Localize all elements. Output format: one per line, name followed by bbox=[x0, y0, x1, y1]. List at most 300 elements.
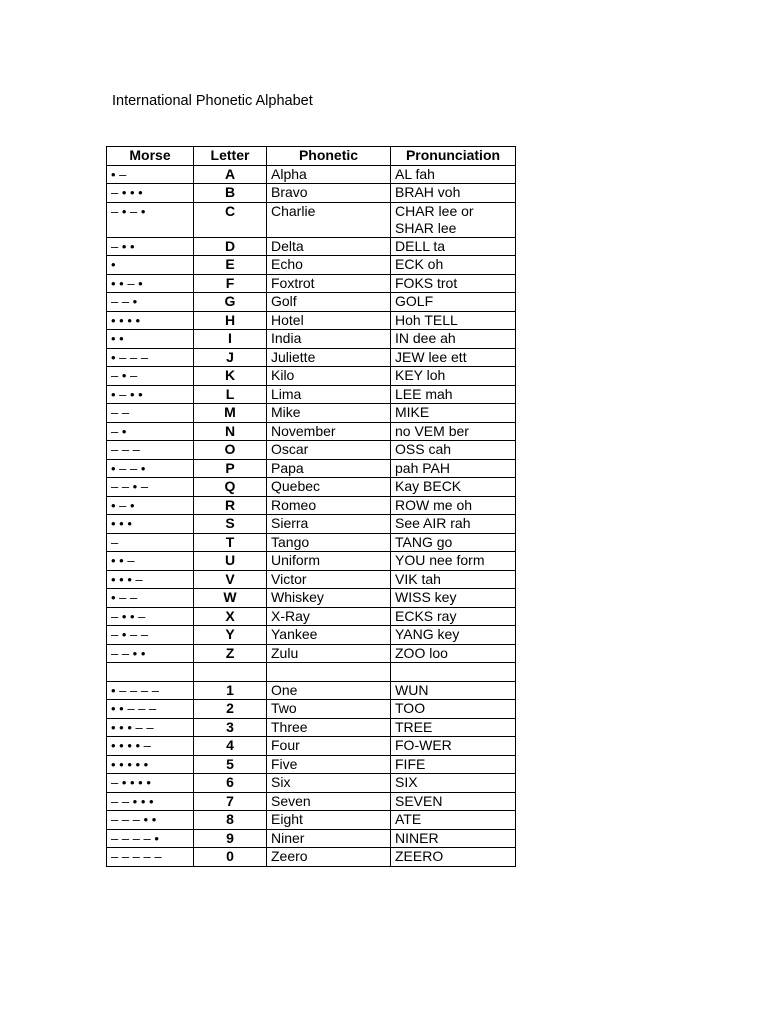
cell-morse-text: • – – – – bbox=[111, 682, 159, 698]
cell-letter-text: C bbox=[224, 202, 236, 219]
cell-phonetic-text: Golf bbox=[271, 293, 297, 309]
cell-morse-text: – – – • • bbox=[111, 812, 157, 827]
cell-pronunciation-text: Kay BECK bbox=[395, 478, 462, 494]
cell-letter bbox=[194, 755, 267, 774]
cell-pronunciation-text: MIKE bbox=[395, 404, 430, 420]
table-row bbox=[107, 478, 516, 497]
cell-pronunciation bbox=[391, 792, 516, 811]
cell-morse bbox=[107, 533, 194, 552]
cell-morse bbox=[107, 385, 194, 404]
cell-phonetic bbox=[267, 700, 391, 719]
cell-morse-text: • – – – bbox=[111, 349, 149, 365]
cell-phonetic bbox=[267, 755, 391, 774]
cell-phonetic bbox=[267, 274, 391, 293]
table-row bbox=[107, 644, 516, 663]
cell-letter-text: 0 bbox=[226, 848, 234, 864]
cell-letter bbox=[194, 311, 267, 330]
cell-pronunciation bbox=[391, 256, 516, 275]
cell-letter bbox=[194, 774, 267, 793]
header-letter: Letter bbox=[194, 147, 267, 166]
table-row bbox=[107, 848, 516, 867]
cell-morse-text: • bbox=[111, 257, 116, 272]
cell-phonetic-text: Zulu bbox=[271, 644, 299, 661]
cell-letter bbox=[194, 552, 267, 571]
cell-phonetic bbox=[267, 311, 391, 330]
cell-phonetic-text: Victor bbox=[271, 570, 307, 587]
cell-pronunciation bbox=[391, 681, 516, 700]
cell-letter bbox=[194, 496, 267, 515]
cell-phonetic-text: Tango bbox=[271, 533, 310, 550]
cell-morse bbox=[107, 570, 194, 589]
cell-letter bbox=[194, 274, 267, 293]
cell-letter-text: N bbox=[224, 422, 236, 439]
cell-morse-text: – – • • bbox=[111, 645, 146, 661]
cell-pronunciation bbox=[391, 274, 516, 293]
cell-morse-text: • • • • • bbox=[111, 756, 149, 772]
cell-letter-text: H bbox=[224, 311, 236, 328]
cell-pronunciation bbox=[391, 202, 516, 237]
table-row bbox=[107, 459, 516, 478]
cell-letter bbox=[194, 165, 267, 184]
page-title: International Phonetic Alphabet bbox=[112, 93, 313, 109]
cell-morse bbox=[107, 367, 194, 386]
cell-pronunciation-text: WISS key bbox=[395, 589, 457, 605]
cell-morse-text: • • • • – bbox=[111, 738, 151, 753]
cell-pronunciation bbox=[391, 663, 516, 682]
cell-letter bbox=[194, 644, 267, 663]
cell-morse-text: – • • • • bbox=[111, 775, 151, 790]
cell-letter bbox=[194, 404, 267, 423]
cell-letter bbox=[194, 330, 267, 349]
cell-letter-text: P bbox=[225, 459, 235, 476]
table-row bbox=[107, 256, 516, 275]
cell-morse-text: – • bbox=[111, 423, 127, 439]
cell-morse-text: – bbox=[111, 534, 119, 550]
cell-pronunciation bbox=[391, 367, 516, 386]
table-row bbox=[107, 385, 516, 404]
cell-phonetic bbox=[267, 681, 391, 700]
cell-morse bbox=[107, 496, 194, 515]
cell-letter-text: Q bbox=[224, 478, 236, 494]
cell-pronunciation-text: VIK tah bbox=[395, 570, 441, 587]
cell-morse-text: – • – – bbox=[111, 627, 149, 642]
table-row bbox=[107, 311, 516, 330]
cell-phonetic bbox=[267, 607, 391, 626]
cell-morse bbox=[107, 237, 194, 256]
phonetic-alphabet-table bbox=[106, 146, 516, 867]
cell-morse-text: • – • bbox=[111, 497, 135, 513]
cell-pronunciation bbox=[391, 626, 516, 645]
cell-phonetic-text: Six bbox=[271, 774, 291, 790]
cell-morse bbox=[107, 755, 194, 774]
cell-morse bbox=[107, 774, 194, 793]
cell-letter bbox=[194, 663, 267, 682]
table-row bbox=[107, 293, 516, 312]
cell-letter-text: X bbox=[225, 607, 235, 624]
cell-phonetic-text: Niner bbox=[271, 829, 305, 846]
cell-phonetic bbox=[267, 552, 391, 571]
cell-letter bbox=[194, 367, 267, 386]
cell-pronunciation bbox=[391, 441, 516, 460]
cell-morse-text: – – • • • bbox=[111, 793, 154, 809]
cell-phonetic bbox=[267, 533, 391, 552]
table-row bbox=[107, 237, 516, 256]
cell-phonetic bbox=[267, 774, 391, 793]
cell-phonetic-text: Sierra bbox=[271, 515, 309, 531]
cell-morse-text: • • • – bbox=[111, 571, 143, 587]
cell-pronunciation bbox=[391, 700, 516, 719]
cell-pronunciation bbox=[391, 644, 516, 663]
cell-letter bbox=[194, 459, 267, 478]
cell-pronunciation-text: ZOO loo bbox=[395, 644, 448, 661]
cell-pronunciation bbox=[391, 755, 516, 774]
cell-phonetic bbox=[267, 202, 391, 237]
cell-morse bbox=[107, 441, 194, 460]
cell-letter bbox=[194, 441, 267, 460]
cell-pronunciation-text: TANG go bbox=[395, 533, 453, 550]
cell-pronunciation-text: See AIR rah bbox=[395, 515, 471, 531]
header-pronunciation: Pronunciation bbox=[391, 147, 516, 166]
cell-phonetic-text: Romeo bbox=[271, 496, 317, 513]
cell-morse bbox=[107, 811, 194, 830]
cell-pronunciation-text: ECKS ray bbox=[395, 607, 457, 624]
cell-letter-text: 7 bbox=[226, 792, 234, 809]
cell-morse bbox=[107, 184, 194, 203]
cell-phonetic bbox=[267, 256, 391, 275]
cell-phonetic bbox=[267, 515, 391, 534]
cell-letter bbox=[194, 237, 267, 256]
cell-phonetic-text: Quebec bbox=[271, 478, 321, 494]
table-row bbox=[107, 202, 516, 237]
cell-pronunciation bbox=[391, 165, 516, 184]
cell-letter-text: I bbox=[228, 330, 232, 346]
cell-phonetic-text: Bravo bbox=[271, 184, 308, 200]
cell-morse bbox=[107, 256, 194, 275]
cell-phonetic-text: Two bbox=[271, 700, 297, 716]
cell-morse bbox=[107, 552, 194, 571]
cell-phonetic-text: Five bbox=[271, 755, 298, 772]
cell-phonetic bbox=[267, 570, 391, 589]
cell-morse bbox=[107, 348, 194, 367]
cell-morse bbox=[107, 515, 194, 534]
table-row bbox=[107, 515, 516, 534]
cell-pronunciation-text: SEVEN bbox=[395, 792, 443, 809]
cell-morse bbox=[107, 202, 194, 237]
table-row bbox=[107, 700, 516, 719]
cell-letter bbox=[194, 607, 267, 626]
cell-pronunciation-text: IN dee ah bbox=[395, 330, 456, 346]
cell-phonetic-text: Seven bbox=[271, 792, 311, 809]
table-row bbox=[107, 663, 516, 682]
cell-pronunciation bbox=[391, 422, 516, 441]
cell-morse bbox=[107, 607, 194, 626]
cell-pronunciation bbox=[391, 570, 516, 589]
cell-pronunciation bbox=[391, 515, 516, 534]
cell-morse-text: • – – • bbox=[111, 460, 146, 476]
cell-morse-text: – • – • bbox=[111, 203, 146, 219]
cell-letter-text: 6 bbox=[226, 774, 234, 790]
cell-phonetic-text: Eight bbox=[271, 811, 303, 827]
cell-pronunciation-text: TOO bbox=[395, 700, 426, 716]
cell-morse bbox=[107, 478, 194, 497]
cell-phonetic-text: Lima bbox=[271, 385, 302, 402]
table-row bbox=[107, 755, 516, 774]
cell-morse-text: – • • – bbox=[111, 608, 146, 624]
cell-morse bbox=[107, 848, 194, 867]
cell-pronunciation-text: BRAH voh bbox=[395, 184, 461, 200]
cell-letter bbox=[194, 589, 267, 608]
cell-letter bbox=[194, 422, 267, 441]
cell-pronunciation-text: KEY loh bbox=[395, 367, 446, 383]
cell-pronunciation bbox=[391, 718, 516, 737]
cell-pronunciation bbox=[391, 330, 516, 349]
cell-phonetic-text: X-Ray bbox=[271, 607, 310, 624]
cell-pronunciation bbox=[391, 184, 516, 203]
cell-phonetic bbox=[267, 441, 391, 460]
table-row bbox=[107, 348, 516, 367]
cell-pronunciation bbox=[391, 385, 516, 404]
cell-phonetic-text: India bbox=[271, 330, 302, 346]
cell-pronunciation-alt-text: SHAR lee bbox=[395, 219, 457, 236]
cell-morse-text: – – • bbox=[111, 294, 138, 309]
cell-morse bbox=[107, 330, 194, 349]
cell-phonetic bbox=[267, 459, 391, 478]
cell-letter-text: M bbox=[224, 404, 236, 420]
cell-pronunciation bbox=[391, 811, 516, 830]
table-row bbox=[107, 441, 516, 460]
cell-letter-text: 2 bbox=[226, 700, 234, 716]
cell-phonetic-text: Uniform bbox=[271, 552, 321, 568]
cell-morse-text: • – – bbox=[111, 590, 138, 605]
cell-phonetic bbox=[267, 811, 391, 830]
cell-phonetic-text: Zeero bbox=[271, 848, 308, 864]
cell-phonetic-text: Yankee bbox=[271, 626, 318, 642]
cell-pronunciation bbox=[391, 459, 516, 478]
cell-letter bbox=[194, 626, 267, 645]
cell-morse-text: • • – • bbox=[111, 275, 143, 291]
cell-phonetic bbox=[267, 237, 391, 256]
cell-letter bbox=[194, 515, 267, 534]
cell-letter-text: 1 bbox=[226, 681, 234, 698]
cell-pronunciation-text: JEW lee ett bbox=[395, 348, 467, 365]
cell-pronunciation bbox=[391, 293, 516, 312]
cell-phonetic bbox=[267, 165, 391, 184]
cell-morse bbox=[107, 644, 194, 663]
cell-pronunciation bbox=[391, 311, 516, 330]
cell-pronunciation-text: ZEERO bbox=[395, 848, 444, 864]
cell-letter-text: L bbox=[225, 385, 235, 402]
cell-morse-text: • • • • bbox=[111, 312, 141, 328]
cell-pronunciation bbox=[391, 237, 516, 256]
cell-letter bbox=[194, 202, 267, 237]
cell-letter bbox=[194, 792, 267, 811]
table-row bbox=[107, 496, 516, 515]
cell-phonetic-text: Delta bbox=[271, 237, 304, 254]
cell-pronunciation bbox=[391, 552, 516, 571]
cell-phonetic bbox=[267, 184, 391, 203]
cell-pronunciation bbox=[391, 348, 516, 367]
cell-phonetic bbox=[267, 626, 391, 645]
cell-letter-text: 8 bbox=[226, 811, 234, 827]
cell-pronunciation bbox=[391, 533, 516, 552]
cell-phonetic bbox=[267, 737, 391, 756]
table-row bbox=[107, 737, 516, 756]
cell-pronunciation-text: YANG key bbox=[395, 626, 460, 642]
cell-pronunciation bbox=[391, 478, 516, 497]
cell-letter-text: G bbox=[224, 293, 236, 309]
cell-morse bbox=[107, 829, 194, 848]
cell-letter-text: O bbox=[224, 441, 236, 457]
cell-phonetic-text: Three bbox=[271, 718, 308, 735]
table-row bbox=[107, 422, 516, 441]
cell-phonetic-text: Charlie bbox=[271, 202, 316, 219]
cell-letter bbox=[194, 385, 267, 404]
cell-morse-text: – – • – bbox=[111, 479, 149, 494]
cell-pronunciation bbox=[391, 404, 516, 423]
cell-pronunciation-text: WUN bbox=[395, 681, 429, 698]
cell-pronunciation-text: DELL ta bbox=[395, 237, 446, 254]
cell-phonetic-text: Oscar bbox=[271, 441, 309, 457]
cell-letter-text: R bbox=[224, 496, 236, 513]
cell-morse-text: • • • – – bbox=[111, 719, 154, 735]
table-row bbox=[107, 184, 516, 203]
cell-letter bbox=[194, 718, 267, 737]
cell-phonetic-text: Kilo bbox=[271, 367, 295, 383]
cell-phonetic-text: One bbox=[271, 681, 298, 698]
cell-morse bbox=[107, 626, 194, 645]
cell-pronunciation bbox=[391, 496, 516, 515]
cell-pronunciation bbox=[391, 737, 516, 756]
cell-pronunciation bbox=[391, 848, 516, 867]
cell-letter-text: E bbox=[225, 256, 235, 272]
cell-phonetic bbox=[267, 496, 391, 515]
cell-letter bbox=[194, 348, 267, 367]
table-row bbox=[107, 718, 516, 737]
cell-pronunciation bbox=[391, 589, 516, 608]
cell-letter bbox=[194, 570, 267, 589]
cell-letter bbox=[194, 293, 267, 312]
cell-letter-text: S bbox=[225, 515, 235, 531]
cell-pronunciation-text: FOKS trot bbox=[395, 274, 458, 291]
cell-morse-text: – – bbox=[111, 405, 130, 420]
cell-morse bbox=[107, 311, 194, 330]
cell-letter-text: D bbox=[224, 237, 236, 254]
cell-phonetic bbox=[267, 422, 391, 441]
cell-morse bbox=[107, 459, 194, 478]
cell-phonetic bbox=[267, 385, 391, 404]
cell-letter-text: 5 bbox=[226, 755, 234, 772]
cell-pronunciation-text: no VEM ber bbox=[395, 422, 469, 439]
table-row bbox=[107, 570, 516, 589]
table-row bbox=[107, 404, 516, 423]
cell-morse bbox=[107, 274, 194, 293]
cell-phonetic bbox=[267, 848, 391, 867]
cell-pronunciation-text: LEE mah bbox=[395, 385, 453, 402]
cell-letter-text: J bbox=[226, 348, 234, 365]
cell-pronunciation-text: TREE bbox=[395, 718, 433, 735]
cell-pronunciation-text: pah PAH bbox=[395, 459, 450, 476]
cell-pronunciation-text: FIFE bbox=[395, 755, 426, 772]
header-morse: Morse bbox=[107, 147, 194, 166]
cell-morse bbox=[107, 422, 194, 441]
cell-phonetic-text: Mike bbox=[271, 404, 301, 420]
table-row bbox=[107, 774, 516, 793]
table-header-row bbox=[107, 147, 516, 166]
cell-letter-text: Z bbox=[225, 644, 235, 661]
cell-pronunciation-text: SIX bbox=[395, 774, 418, 790]
table-row bbox=[107, 274, 516, 293]
cell-letter bbox=[194, 256, 267, 275]
cell-letter bbox=[194, 737, 267, 756]
cell-pronunciation-text: OSS cah bbox=[395, 441, 452, 457]
cell-letter bbox=[194, 184, 267, 203]
cell-morse bbox=[107, 681, 194, 700]
cell-morse-text: – – – bbox=[111, 442, 140, 457]
cell-letter-text: B bbox=[224, 184, 236, 200]
cell-letter-text: T bbox=[225, 533, 235, 550]
cell-letter bbox=[194, 848, 267, 867]
cell-pronunciation-text: ECK oh bbox=[395, 256, 444, 272]
cell-phonetic-text: Foxtrot bbox=[271, 274, 315, 291]
cell-morse bbox=[107, 165, 194, 184]
cell-phonetic bbox=[267, 589, 391, 608]
cell-morse bbox=[107, 663, 194, 682]
cell-letter-text: U bbox=[224, 552, 236, 568]
cell-phonetic-text: Alpha bbox=[271, 165, 307, 182]
cell-morse bbox=[107, 293, 194, 312]
table-row bbox=[107, 330, 516, 349]
cell-letter bbox=[194, 681, 267, 700]
cell-morse-text: • • – – – bbox=[111, 701, 157, 716]
table-row bbox=[107, 165, 516, 184]
cell-phonetic-text: Papa bbox=[271, 459, 304, 476]
cell-morse-text: • • • bbox=[111, 516, 132, 531]
cell-morse bbox=[107, 589, 194, 608]
header-phonetic: Phonetic bbox=[267, 147, 391, 166]
cell-phonetic bbox=[267, 367, 391, 386]
cell-pronunciation bbox=[391, 829, 516, 848]
table-row bbox=[107, 533, 516, 552]
cell-phonetic bbox=[267, 792, 391, 811]
cell-pronunciation-text: ATE bbox=[395, 811, 422, 827]
cell-pronunciation-text: ROW me oh bbox=[395, 496, 473, 513]
cell-letter bbox=[194, 533, 267, 552]
table-row bbox=[107, 792, 516, 811]
table-row bbox=[107, 589, 516, 608]
cell-phonetic-text: Four bbox=[271, 737, 300, 753]
cell-morse-text: – – – – • bbox=[111, 830, 159, 846]
cell-phonetic-text: November bbox=[271, 422, 336, 439]
cell-letter-text: V bbox=[225, 570, 235, 587]
cell-morse-text: • – bbox=[111, 166, 127, 182]
cell-phonetic bbox=[267, 718, 391, 737]
cell-pronunciation-text: AL fah bbox=[395, 165, 435, 182]
cell-morse bbox=[107, 404, 194, 423]
cell-morse-text: – • – bbox=[111, 368, 138, 383]
cell-letter-text: A bbox=[224, 165, 236, 182]
cell-morse bbox=[107, 718, 194, 737]
cell-phonetic-text: Juliette bbox=[271, 348, 316, 365]
cell-phonetic bbox=[267, 644, 391, 663]
cell-letter-text: Y bbox=[225, 626, 235, 642]
cell-pronunciation bbox=[391, 774, 516, 793]
cell-morse bbox=[107, 737, 194, 756]
cell-pronunciation-text: Hoh TELL bbox=[395, 311, 458, 328]
cell-morse-text: – – – – – bbox=[111, 849, 162, 864]
cell-letter-text: F bbox=[225, 274, 235, 291]
cell-pronunciation-text: NINER bbox=[395, 829, 439, 846]
cell-pronunciation-text: YOU nee form bbox=[395, 552, 485, 568]
